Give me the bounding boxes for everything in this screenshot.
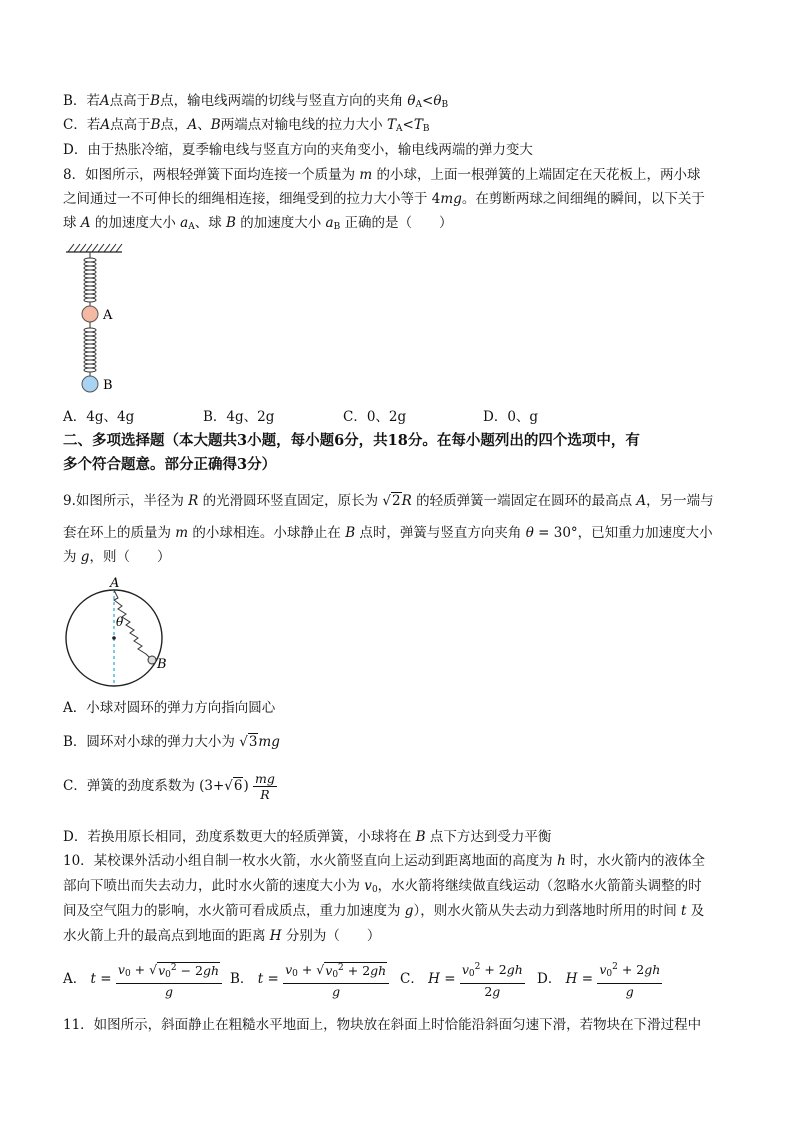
ceiling-hatch — [66, 244, 122, 252]
q7-option-b: B．若A点高于B点，输电线两端的切线与竖直方向的夹角 $\theta_A<\theta_B$ — [63, 93, 449, 110]
lower-spring — [84, 322, 96, 376]
q10-option-a: A． t = $\frac{v_0 + √v_0^2 - 2gh}{g}$ — [63, 957, 222, 1001]
ball-a-label: A — [103, 308, 113, 323]
point-b-label: B — [157, 657, 167, 672]
q10-option-c: C． H = $\frac{v_0^2 + 2gh}{2g}$ — [400, 962, 523, 999]
ball-b-label: B — [103, 378, 113, 393]
q10-option-d: D． H = $\frac{v_0^2 + 2gh}{g}$ — [537, 962, 661, 999]
q8-option-d: D．0、g — [483, 409, 539, 425]
q9-option-d: D．若换用原长相同，劲度系数更大的轻质弹簧，小球将在 B 点下方达到受力平衡 — [63, 829, 552, 845]
q8-option-a: A．4g、4g — [63, 409, 135, 425]
q7-option-d: D．由于热胀冷缩，夏季输电线与竖直方向的夹角变小，输电线两端的弹力变大 — [63, 142, 533, 158]
ball-b — [82, 376, 98, 392]
q10-stem-line2: 部向下喷出而失去动力，此时水火箭的速度大小为 $v_0$，水火箭将继续做直线运动（忽略水火箭箭头调整的时 — [63, 878, 702, 895]
q8-option-b: B．4g、2g — [203, 409, 275, 425]
point-a-label: A — [110, 576, 120, 591]
q10-stem-line1: 10．某校课外活动小组自制一枚水火箭，水火箭竖直向上运动到距离地面的高度为 h 时，水火箭内的液体全 — [63, 853, 705, 869]
q7-option-c: C．若A点高于B点，A、B两端点对输电线的拉力大小 $T_A<T_B$ — [63, 117, 430, 134]
q10-stem-line3: 间及空气阻力的影响，水火箭可看成质点，重力加速度为 g），则水火箭从失去动力到落地时所用的时间 t 及 — [63, 903, 705, 919]
section-2-heading-line2: 多个符合题意。部分正确得3分） — [63, 456, 277, 473]
q11-stem-line1: 11．如图所示，斜面静止在粗糙水平地面上，物块放在斜面上时恰能沿斜面匀速下滑，若物块在下滑过程中 — [63, 1017, 702, 1033]
q9-option-c: C．弹簧的劲度系数为 (3+√6) $\frac{mg}{R}$ — [63, 771, 275, 802]
q9-ring-figure — [60, 576, 180, 696]
upper-spring — [84, 252, 96, 306]
q8-stem-line3: 球 A 的加速度大小 $a_A$、球 B 的加速度大小 $a_B$ 正确的是（ ） — [63, 215, 453, 232]
ring-center — [112, 636, 116, 640]
q10-option-b: B． t = $\frac{v_0 + √v_0^2 + 2gh}{g}$ — [230, 957, 389, 1001]
q8-spring-figure — [62, 240, 132, 400]
ball-b-ring — [148, 656, 156, 664]
q8-option-c: C．0、2g — [343, 409, 407, 425]
q8-stem-line2: 之间通过一不可伸长的细绳相连接，细绳受到的拉力大小等于 4mg。在剪断两球之间细绳的瞬间，以下关于 — [63, 191, 705, 207]
ball-a — [82, 306, 98, 322]
section-2-heading-line1: 二、多项选择题（本大题共3小题，每小题6分，共18分。在每小题列出的四个选项中，有 — [63, 432, 640, 449]
q9-stem-line2: 套在环上的质量为 m 的小球相连。小球静止在 B 点时，弹簧与竖直方向夹角 θ = 30°，已知重力加速度大小 — [63, 525, 713, 541]
q9-option-a: A．小球对圆环的弹力方向指向圆心 — [63, 700, 276, 716]
q9-stem-line3: 为 g，则（ ） — [63, 549, 171, 565]
q9-option-b: B．圆环对小球的弹力大小为 √3mg — [63, 734, 280, 750]
theta-label: θ — [116, 615, 124, 629]
q10-stem-line4: 水火箭上升的最高点到地面的距离 H 分别为（ ） — [63, 928, 381, 944]
q9-stem-line1: 9.如图所示，半径为 R 的光滑圆环竖直固定，原长为 √2R 的轻质弹簧一端固定在圆环的最高点 A，另一端与 — [63, 493, 714, 509]
q8-stem-line1: 8．如图所示，两根轻弹簧下面均连接一个质量为 m 的小球，上面一根弹簧的上端固定在天花板上，两小球 — [63, 167, 701, 183]
